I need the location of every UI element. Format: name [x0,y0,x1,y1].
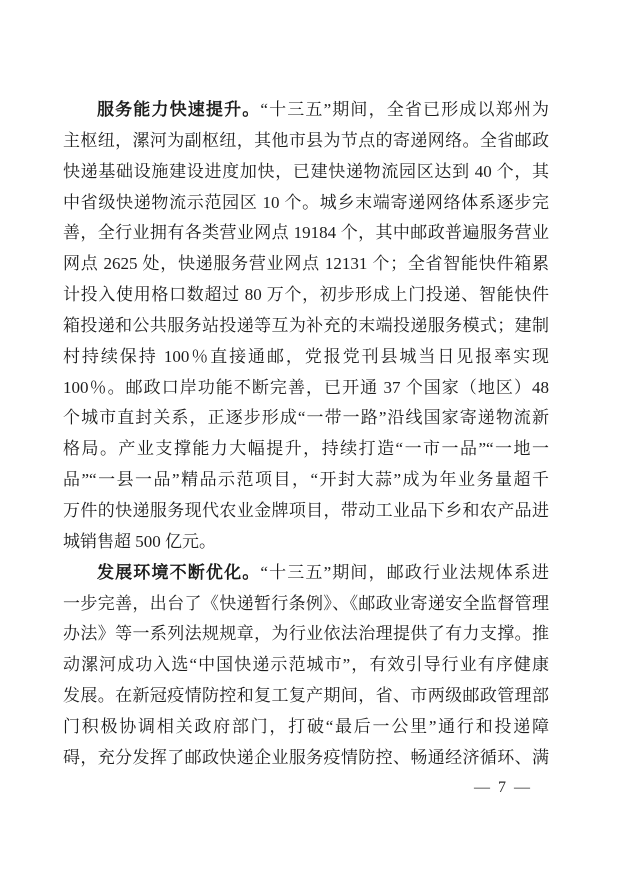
text-line [63,342,549,373]
text-line [63,589,549,620]
text-segment: 办法》等一系列法规规章，为行业依法治理提供了有力支撑。推 [63,624,549,644]
text-line [63,465,549,496]
text-segment: 个城市直封关系，正逐步形成“一带一路”沿线国家寄递物流新 [63,408,549,428]
text-segment: 万件的快递服务现代农业金牌项目，带动工业品下乡和农产品进 [63,500,549,520]
text-segment: 计投入使用格口数超过 80 万个，初步形成上门投递、智能快件 [63,285,549,305]
paragraph-service-capability [63,95,549,558]
text-segment: 门积极协调相关政府部门，打破“最后一公里”通行和投递障 [63,716,549,736]
text-segment: 动漯河成功入选“中国快递示范城市”，有效引导行业有序健康 [63,655,549,675]
text-line [63,403,549,434]
text-segment: 主枢纽，漯河为副枢纽，其他市县为节点的寄递网络。全省邮政 [63,130,549,150]
text-line [63,527,549,558]
text-segment: 城销售超 500 亿元。 [63,531,216,551]
text-line [63,373,549,404]
text-segment: 发展。在新冠疫情防控和复工复产期间，省、市两级邮政管理部 [63,686,549,706]
text-line [63,126,549,157]
text-segment: “十三五”期间，全省已形成以郑州为 [260,100,549,119]
document-body [63,95,549,774]
text-line [63,280,549,311]
text-segment: 100％。邮政口岸功能不断完善，已开通 37 个国家（地区）48 [63,377,549,397]
paragraph-development-environment [63,558,549,774]
text-line [63,743,549,774]
text-line [63,311,549,342]
text-line [63,434,549,465]
text-line [63,712,549,743]
text-line [63,681,549,712]
text-line [63,157,549,188]
text-line [63,558,549,589]
text-segment: 格局。产业支撑能力大幅提升，持续打造“一市一品”“一地一 [63,439,549,459]
text-line [63,249,549,280]
paragraph-run-in-heading: 发展环境不断优化。 [97,562,261,582]
text-segment: 品”“一县一品”精品示范项目，“开封大蒜”成为年业务量超千 [63,470,549,490]
text-segment: 一步完善，出台了《快递暂行条例》、《邮政业寄递安全监督管理 [63,593,549,613]
text-line [63,619,549,650]
text-segment: “十三五”期间，邮政行业法规体系进 [260,562,549,582]
text-line [63,95,549,126]
text-segment: 碍，充分发挥了邮政快递企业服务疫情防控、畅通经济循环、满 [63,747,549,767]
paragraph-run-in-heading: 服务能力快速提升。 [97,100,261,119]
text-segment: 箱投递和公共服务站投递等互为补充的末端投递服务模式；建制 [63,315,549,335]
text-segment: 网点 2625 处，快递服务营业网点 12131 个；全省智能快件箱累 [63,254,549,274]
text-segment: 善，全行业拥有各类营业网点 19184 个，其中邮政普遍服务营业 [63,223,549,243]
text-segment: 中省级快递物流示范园区 10 个。城乡末端寄递网络体系逐步完 [63,192,549,212]
text-segment: 村持续保持 100％直接通邮，党报党刊县城当日见报率实现 [63,346,549,366]
text-line [63,650,549,681]
text-line [63,188,549,219]
page-number: — 7 — [474,779,532,796]
text-line [63,218,549,249]
text-segment: 快递基础设施建设进度加快，已建快递物流园区达到 40 个，其 [63,161,549,181]
text-line [63,496,549,527]
